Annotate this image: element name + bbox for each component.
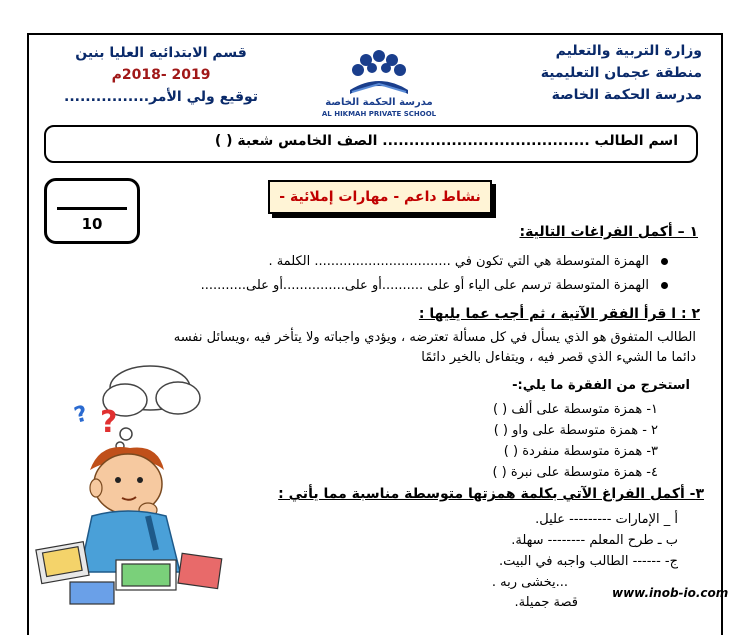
score-total: 10 [81,215,103,233]
school-name: مدرسة الحكمة الخاصة [551,87,702,103]
activity-title: نشاط داعم - مهارات إملائية - [279,189,481,205]
q3-item-1[interactable]: أ _ الإمارات --------- عليل. [535,512,678,527]
q1-heading-text: ١ – أكمل الفراغات التالية: [519,224,698,240]
q3-item-5[interactable]: قصة جميلة. [514,595,578,610]
q2-item-2[interactable]: ٢ - همزة متوسطة على واو ( ) [493,423,658,438]
q1-item-2-text[interactable]: الهمزة المتوسطة ترسم على الياء أو على ..........أو على...............أو على........... [200,278,649,293]
score-box [44,178,140,244]
score-divider [57,207,127,210]
academic-year: 2019 -2018م [111,67,211,83]
ministry-name: وزارة التربية والتعليم [555,43,702,59]
q1-item-2 [201,278,668,293]
q2-heading-text: ٢ : ا قرأ الفقر الآتية ، ثم أجب عما يليها : [418,306,700,322]
child-illustration-graphic [30,360,230,608]
q2-subheading: استخرج من الفقرة ما يلي:- [512,378,690,393]
activity-title-box [268,180,492,214]
q1-item-1-text[interactable]: الهمزة المتوسطة هي التي تكون في ................................. الكلمة . [268,254,649,269]
parent-signature: توقيع ولي الأمر................ [64,89,259,105]
logo-graphic [316,42,442,122]
q2-item-1[interactable]: ١- همزة متوسطة على ألف ( ) [492,402,658,417]
site-watermark: www.inob-io.com [612,586,729,600]
q2-item-4[interactable]: ٤- همزة متوسطة على نبرة ( ) [492,465,658,480]
q1-heading [520,224,698,240]
thinking-child-illustration [30,360,230,608]
ministry-header [541,40,702,106]
q2-heading [419,306,700,322]
q2-paragraph-line-1: الطالب المتفوق هو الذي يسأل في كل مسألة تعترضه ، ويؤدي واجباته ولا يتأخر فيه ،ويسائل نفسه [173,330,696,345]
svg-text:?: ? [100,405,118,440]
q3-item-4[interactable]: ...يخشى ربه . [491,575,568,590]
q3-item-2[interactable]: ب ـ طرح المعلم -------- سهلة. [511,533,678,548]
zone-name: منطقة عجمان التعليمية [540,65,702,81]
bullet-icon [661,282,668,289]
department-name: قسم الابتدائية العليا بنين [75,45,247,61]
q1-item-1 [268,254,668,269]
q3-heading [278,486,704,502]
school-logo [316,42,442,122]
department-header [64,42,258,108]
logo-english-text: AL HIKMAH PRIVATE SCHOOL [321,110,437,118]
student-info-line[interactable]: اسم الطالب ....................................... الصف الخامس شعبة ( ) [214,133,678,149]
q3-heading-text: ٣- أكمل الفراغ الآتي بكلمة همزتها متوسطة مناسبة مما يأتي : [278,486,704,502]
q2-paragraph-line-2: دائما ما الشيء الذي قصر فيه ، ويتفاءل بالخير دائمًا [421,350,696,365]
bullet-icon [661,258,668,265]
q3-item-3[interactable]: ج- ------ الطالب واجبه في البيت. [499,554,678,569]
svg-text:?: ? [71,401,91,429]
logo-arabic-text: مدرسة الحكمة الخاصة [325,97,433,108]
student-info-box [44,125,698,163]
q2-item-3[interactable]: ٣- همزة متوسطة منفردة ( ) [503,444,658,459]
